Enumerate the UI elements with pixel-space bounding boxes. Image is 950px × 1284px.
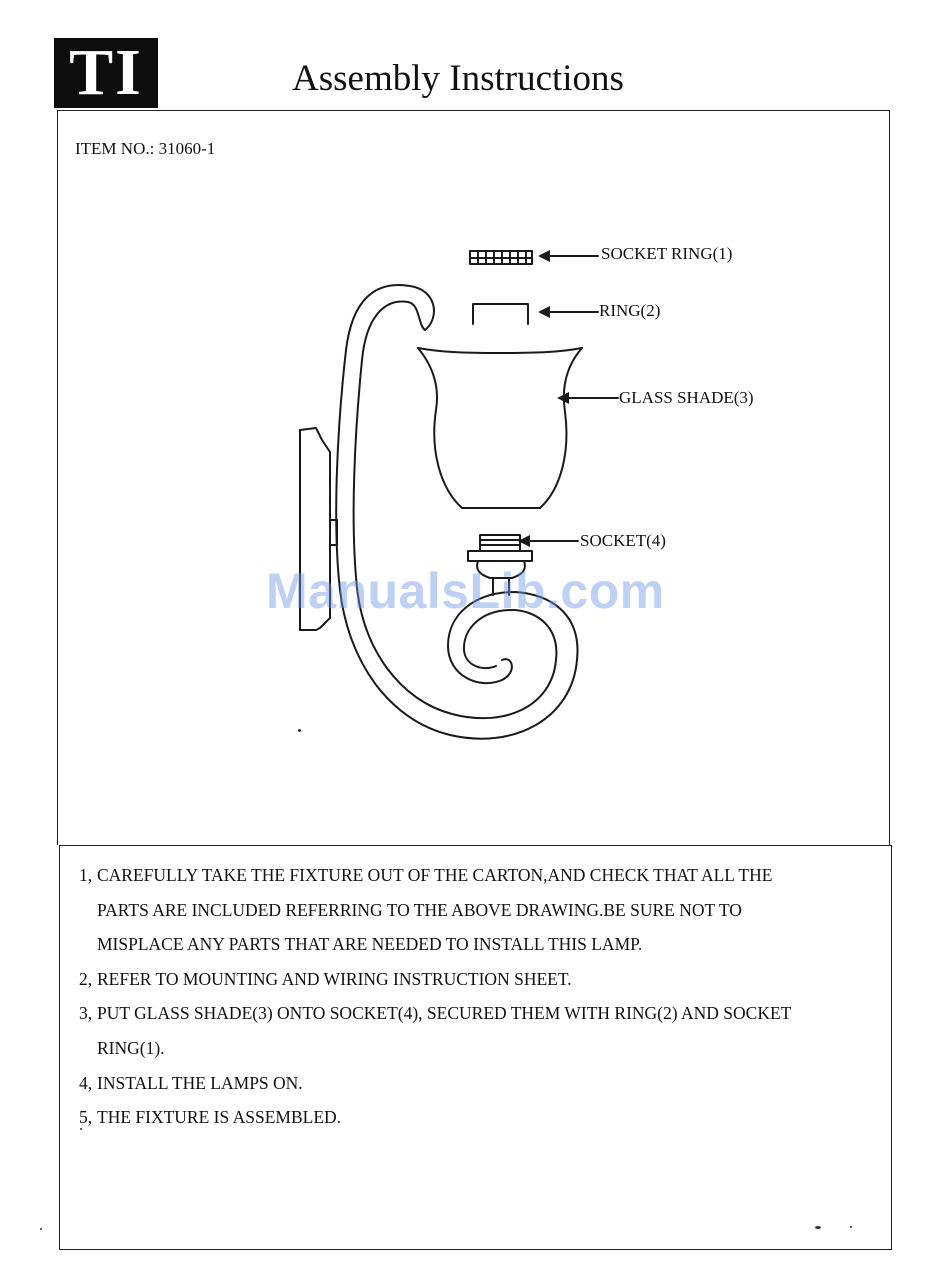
step-number: 2,: [79, 968, 93, 989]
label-socket: SOCKET(4): [580, 531, 666, 550]
socket-ring-drawing: [470, 251, 532, 264]
ring-drawing: [473, 304, 528, 324]
step-text: PARTS ARE INCLUDED REFERRING TO THE ABOVE DRAWING.BE SURE NOT TO: [97, 899, 742, 920]
step-text: PUT GLASS SHADE(3) ONTO SOCKET(4), SECURED THEM WITH RING(2) AND SOCKET: [97, 1003, 792, 1024]
step-item: [79, 996, 879, 1065]
scan-speck: [40, 1228, 42, 1230]
step-item: [79, 1066, 879, 1101]
step-number: 1,: [79, 865, 93, 885]
label-socket-ring: SOCKET RING(1): [601, 244, 733, 263]
step-text: RING(1).: [97, 1037, 165, 1058]
scan-speck: [298, 729, 301, 732]
step-text: CAREFULLY TAKE THE FIXTURE OUT OF THE CARTON,AND CHECK THAT ALL THE: [97, 865, 773, 885]
step-text: MISPLACE ANY PARTS THAT ARE NEEDED TO INSTALL THIS LAMP.: [97, 934, 643, 955]
step-number: 5,: [79, 1107, 93, 1128]
step-text: REFER TO MOUNTING AND WIRING INSTRUCTION SHEET.: [97, 968, 572, 989]
ti-logo: TI: [54, 38, 158, 108]
item-number: ITEM NO.: 31060-1: [75, 139, 216, 158]
scan-speck: [80, 1128, 82, 1130]
scan-speck: [815, 1226, 821, 1229]
arrowheads: [518, 250, 569, 547]
step-item: [79, 1100, 879, 1135]
step-text: INSTALL THE LAMPS ON.: [97, 1072, 303, 1093]
step-text: THE FIXTURE IS ASSEMBLED.: [97, 1107, 342, 1128]
glass-shade-drawing: [418, 348, 582, 508]
step-number: 3,: [79, 1003, 93, 1024]
step-number: 4,: [79, 1072, 93, 1093]
scan-speck: [850, 1226, 852, 1228]
label-ring: RING(2): [599, 301, 661, 320]
leader-lines: [528, 256, 618, 541]
label-glass-shade: GLASS SHADE(3): [619, 388, 754, 407]
watermark: ManualsLib.com: [266, 563, 665, 619]
page-title: Assembly Instructions: [292, 58, 624, 99]
step-item: [79, 858, 879, 962]
step-item: [79, 962, 879, 997]
instruction-steps: [79, 858, 879, 1135]
